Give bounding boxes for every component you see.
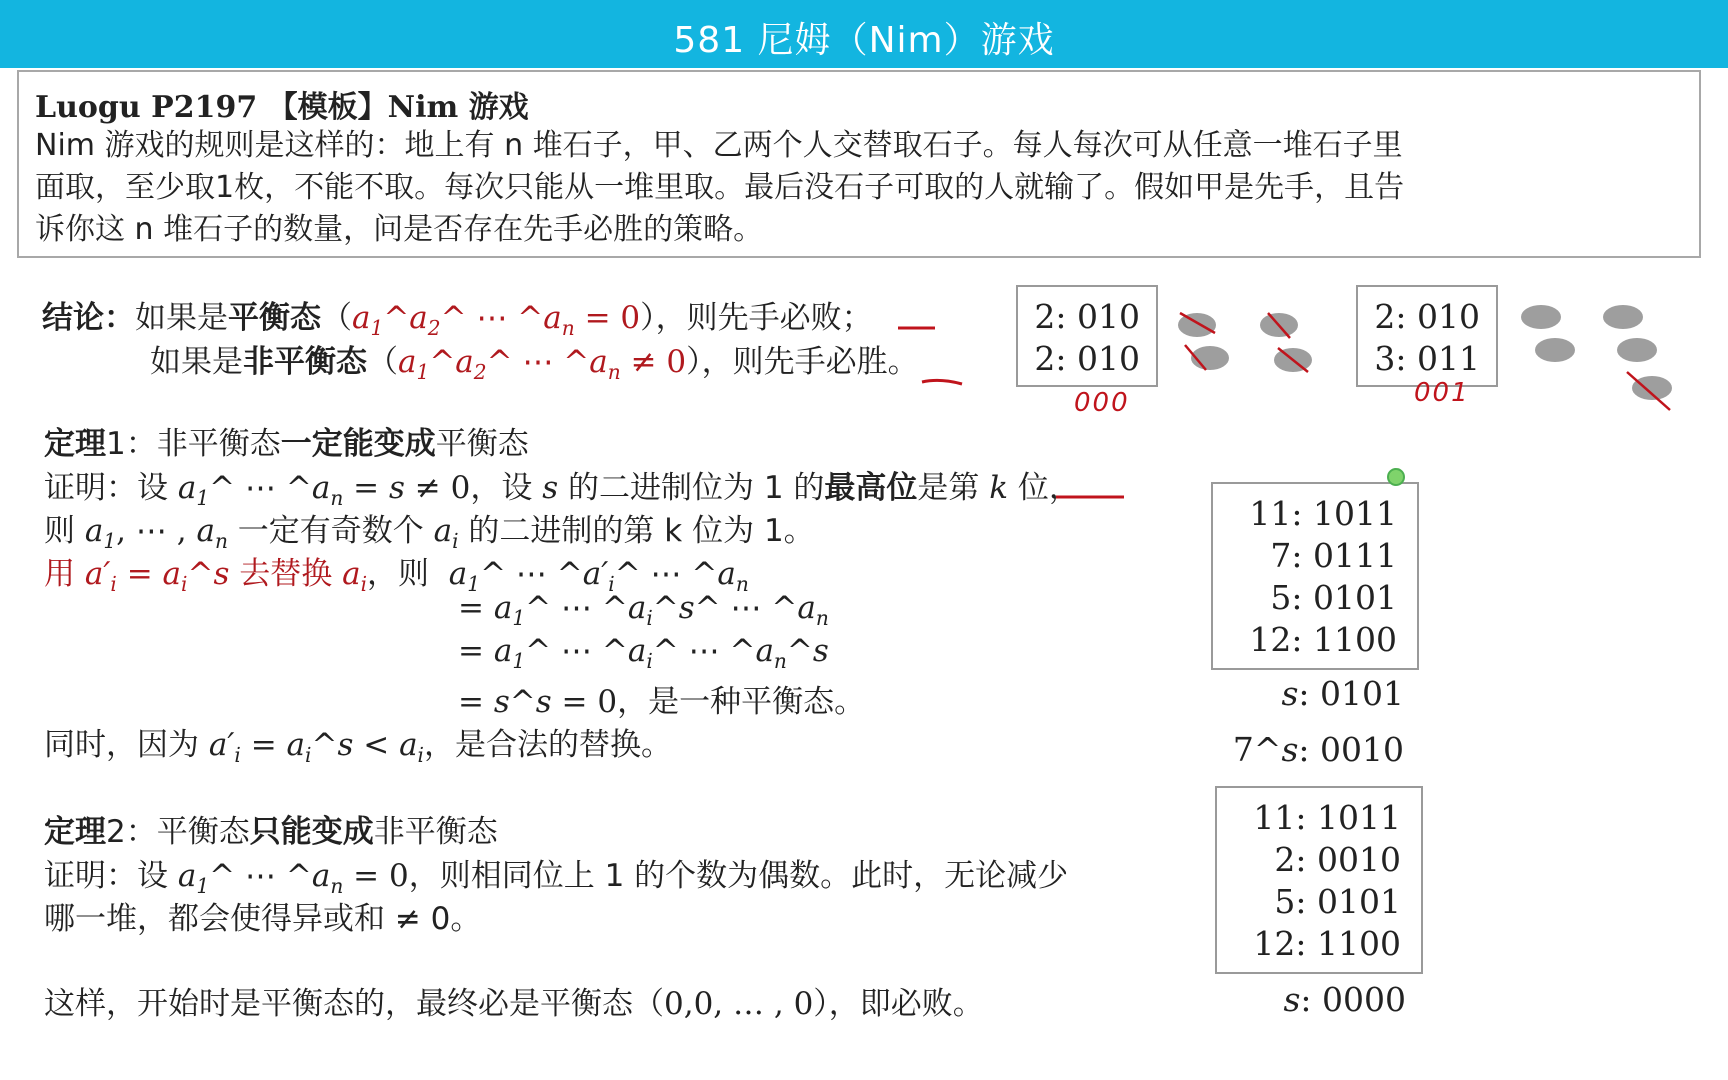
conclusion-result: ，则先手必胜。	[701, 344, 919, 380]
box-row: 5: 0101	[1270, 578, 1397, 617]
balanced-term: 平衡态	[228, 300, 321, 336]
conclusion-result: ，则先手必败；	[655, 300, 873, 336]
proof-text: 的二进制的第 k 位为 1。	[458, 513, 815, 549]
theorem-text: 平衡态	[156, 814, 250, 850]
stone	[1521, 305, 1561, 329]
proof-text-red: 去替换	[229, 556, 343, 592]
proof-text: 是第	[917, 470, 990, 506]
problem-line-3: 诉你这 n 堆石子的数量，问是否存在先手必胜的策略。	[35, 212, 764, 247]
box-row: 12: 1100	[1249, 620, 1397, 659]
formula: $a_1\^{}$ ⋯ $\^{}a'_i\^{}$ ⋯ $\^{}a_n$	[448, 556, 749, 597]
proof-text: ，则	[367, 556, 430, 592]
xor-sum-value: 0101	[1320, 674, 1404, 713]
theorem-key: 一定能变成	[280, 426, 436, 462]
theorem-number: 1：	[106, 426, 157, 462]
proof-label: 证明：设	[44, 470, 178, 506]
box-row: 2: 010	[1034, 339, 1140, 378]
stone	[1632, 376, 1672, 400]
theorem-key: 只能变成	[249, 814, 374, 850]
formula-unbalanced: （$a_1\^{}a_2\^{}$ ⋯ $\^{}a_n \ne 0$）	[367, 344, 702, 385]
underline-mark	[922, 380, 962, 384]
box-row: 2: 010	[1034, 297, 1140, 336]
final-text: 这样，开始时是平衡态的，最终必是平衡态	[44, 986, 633, 1022]
formula: = $a_1\^{}$ ⋯ $\^{}a_i\^{}s\^{}$ ⋯ $\^{}a_n$	[458, 590, 829, 631]
stone	[1617, 338, 1657, 362]
proof-text: ，是合法的替换。	[424, 727, 672, 763]
theorem-text: 非平衡态	[156, 426, 281, 462]
xor-sum-s: s: 0101	[1281, 674, 1404, 713]
proof-text: 位，	[1008, 470, 1080, 506]
theorem-text: 平衡态	[435, 426, 529, 462]
xor-sum-value: 0000	[1322, 980, 1406, 1019]
formula-k: k	[989, 470, 1009, 506]
formula-s: s	[542, 470, 559, 506]
theorem-label: 定理	[44, 426, 106, 462]
theorem-text: 非平衡态	[373, 814, 498, 850]
xor-value: 0010	[1320, 730, 1404, 769]
formula: $a_1\^{}$ ⋯ $\^{}a_n = 0$	[177, 858, 409, 899]
box-row: 5: 0101	[1274, 882, 1401, 921]
formula-replace: $a'_i$ = $a_i\^{}s$	[84, 556, 230, 597]
box-row: 2: 0010	[1274, 840, 1401, 879]
conclusion-label: 结论：	[42, 300, 135, 336]
page-title: 581 尼姆（Nim）游戏	[673, 20, 1055, 61]
proof-text: ，则相同位上 1 的个数为偶数。此时，无论减少	[408, 858, 1069, 894]
conclusion-text: 如果是	[150, 344, 243, 380]
box-row: 3: 011	[1374, 339, 1480, 378]
xor-sum-s-2: s: 0000	[1283, 980, 1406, 1019]
proof-text: 的二进制位为 1 的	[558, 470, 825, 506]
formula: $a_1\^{}$ ⋯ $\^{}a_n = s \ne 0$	[177, 470, 471, 511]
problem-line-2: 面取，至少取1枚，不能不取。每次只能从一堆里取。最后没石子可取的人就输了。假如甲是先手，且告	[35, 170, 1405, 205]
pointer-dot	[1388, 469, 1404, 485]
xor-prefix: 7^	[1232, 730, 1282, 769]
formula: = $a_1\^{}$ ⋯ $\^{}a_i\^{}$ ⋯ $\^{}a_n\^{}s$	[458, 633, 829, 674]
box-row: 2: 010	[1374, 297, 1480, 336]
theorem2-proof-line-2: 哪一堆，都会使得异或和 ≠ 0。	[44, 901, 482, 937]
proof-text-red: 用	[44, 556, 85, 592]
conclusion-text: 如果是	[135, 300, 228, 336]
proof-text: 同时，因为	[44, 727, 209, 763]
box-row: 11: 1011	[1249, 494, 1397, 533]
theorem-label: 定理	[44, 814, 106, 850]
handwritten-note-2: 001	[1414, 378, 1470, 408]
formula: $a_i$	[342, 556, 368, 597]
proof-text: 则	[44, 513, 85, 549]
final-text: ，即必败。	[828, 986, 984, 1022]
box-row: 11: 1011	[1253, 798, 1401, 837]
highest-bit-term: 最高位	[824, 470, 918, 506]
proof-text: ，设	[470, 470, 543, 506]
theorem-number: 2：	[106, 814, 157, 850]
xor-with-s: 7^s: 0010	[1232, 730, 1404, 769]
box-row: 7: 0111	[1270, 536, 1397, 575]
formula: = s^s = 0	[458, 684, 618, 720]
stone	[1603, 305, 1643, 329]
handwritten-note-1: 000	[1074, 388, 1130, 418]
formula: $a'_i$ = $a_i\^{}s < a_i$	[208, 727, 424, 768]
stone	[1535, 338, 1575, 362]
unbalanced-term: 非平衡态	[243, 344, 367, 380]
formula-balanced: （$a_1\^{}a_2\^{}$ ⋯ $\^{}a_n = 0$）	[321, 300, 656, 341]
proof-text: ，是一种平衡态。	[617, 684, 866, 720]
problem-line-1: Nim 游戏的规则是这样的：地上有 n 堆石子，甲、乙两个人交替取石子。每人每次可从任意一堆石子里	[35, 128, 1403, 163]
formula: （0,0, … , 0）	[633, 986, 829, 1022]
problem-title: Luogu P2197 【模板】Nim 游戏	[35, 90, 529, 125]
box-row: 12: 1100	[1253, 924, 1401, 963]
proof-text: 一定有奇数个	[227, 513, 434, 549]
stone	[1178, 313, 1216, 337]
formula: $a_i$	[433, 513, 459, 554]
proof-text: 证明：设	[44, 858, 178, 894]
formula: $a_1$, ⋯ , $a_n$	[84, 513, 228, 554]
